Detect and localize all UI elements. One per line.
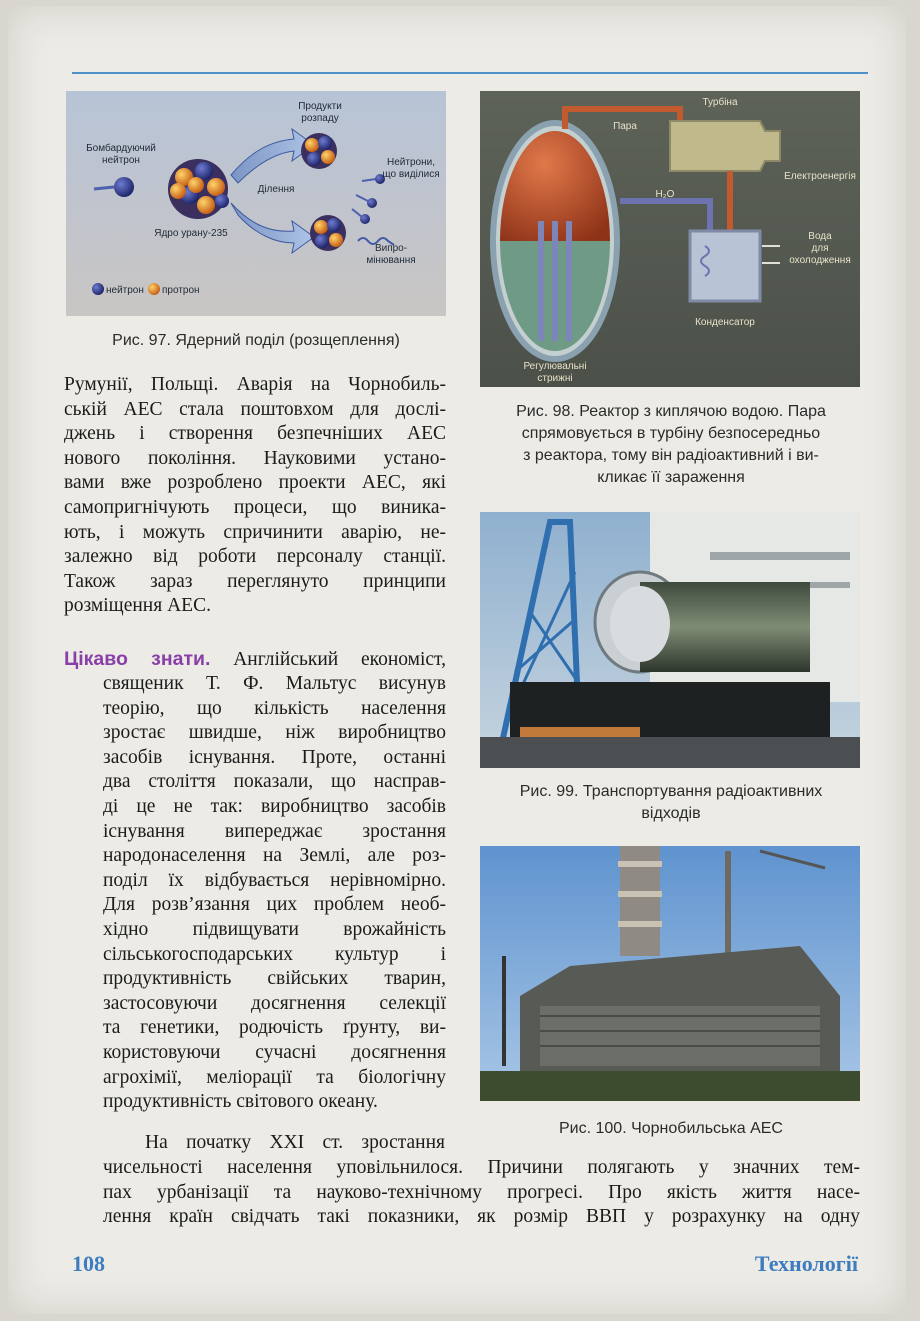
label-water: H₂O [655,189,675,200]
figure-98-caption: Рис. 98. Реактор з киплячою водою. Пара спрямовується в турбіну безпосередньо з реактора, тому він радіоактивний і ви- кликає її зараження [516,403,826,486]
label-uranium-nucleus: Ядро урану-235 [154,228,228,239]
legend-neutron-label: нейтрон [106,285,144,296]
turbine-icon [670,121,780,171]
section-title: Технології [754,1251,858,1276]
figure-99-photo-transport [480,512,860,768]
bombarding-neutron-icon [114,177,134,197]
released-neutron-icon [367,198,377,208]
label-fission-products-2: розпаду [301,113,339,124]
legend-neutron-icon [92,283,104,295]
left-column-paragraph: Румунії, Польщі. Аварія на Чорнобиль- ській АЕС стала поштовхом для дослі- джень і створення безпечніших АЕС нового покоління. Науковими устано- вами вже розроблено проекти АЕС, які самопригнічують процеси, що виника- ють, і можуть спричинити аварію, не- залежно від роботи персоналу станції. Також зараз переглянуто принципи розміщення АЕС. [64,374,446,617]
legend-proton-label: протрон [162,285,200,296]
label-fission: Ділення [257,184,295,195]
figure-98-reactor-diagram [480,91,860,387]
label-cooling-water-1: Вода [808,231,832,242]
label-bombarding-neutron-2: нейтрон [102,155,140,166]
figure-99-caption: Рис. 99. Транспортування радіоактивних відходів [519,783,823,822]
label-released-neutrons-2: що виділися [382,169,440,180]
condenser-icon [690,231,760,301]
label-steam: Пара [613,121,637,132]
page-number: 108 [72,1251,105,1276]
figure-97-caption: Рис. 97. Ядерний поділ (розщеплення) [112,332,400,349]
figure-100-caption: Рис. 100. Чорнобильська АЕС [559,1120,783,1137]
figure-100-photo-chornobyl [480,846,860,1101]
textbook-page [8,6,906,1314]
label-condenser: Конденсатор [695,317,755,328]
legend-proton-icon [148,283,160,295]
released-neutron-icon [360,214,370,224]
bottom-paragraph-first-line: На початку XXI ст. зростання [145,1132,445,1153]
bottom-paragraph: чисельності населення уповільнилося. Причини полягають у значних тем- пах урбанізації та науково-технічному прогресі. Про якість життя насе- лення країн свідчать такі показники, як розмір ВВП у розрахунку на одну [103,1157,860,1228]
label-electricity: Електроенергія [784,171,856,182]
label-bombarding-neutron-1: Бомбардуючий [86,143,156,154]
label-control-rods-2: стрижні [537,373,573,384]
did-you-know-block: Цікаво знати. Англійський економіст, [64,648,446,670]
fission-product-icon [310,215,346,251]
label-control-rods-1: Регулювальні [523,361,587,372]
label-turbine: Турбіна [702,97,738,108]
label-released-neutrons-1: Нейтрони, [387,157,435,168]
fission-product-icon [301,133,337,169]
label-radiation-2: мінювання [366,255,416,266]
figure-97-fission-diagram [66,91,446,316]
did-you-know-label: Цікаво знати. [64,648,211,670]
label-fission-products-1: Продукти [298,101,342,112]
header-rule [72,72,868,74]
label-cooling-water-3: охолодження [789,255,851,266]
label-cooling-water-2: для [811,243,829,254]
label-radiation-1: Випро- [374,243,408,254]
did-you-know-text: священик Т. Ф. Мальтус висунув теорію, що кількість населення зростає швидше, ніж виробництво засобів існування. Проте, останні два століття показали, що насправ- ді це не так: виробництво засобів існування випереджає зростання народонаселення на Землі, але роз- поділ їх відбувається нерівномірно. Для розв’язання цих проблем необ- хідно підвищувати врожайність сільськогосподарських культур і продуктивність свійських тварин, застосовуючи досягнення селекції та генетики, родючість ґрунту, ви- користовуючи сучасні досягнення агрохімії, меліорації та біологічну продуктивність світового океану. [103,673,446,1113]
